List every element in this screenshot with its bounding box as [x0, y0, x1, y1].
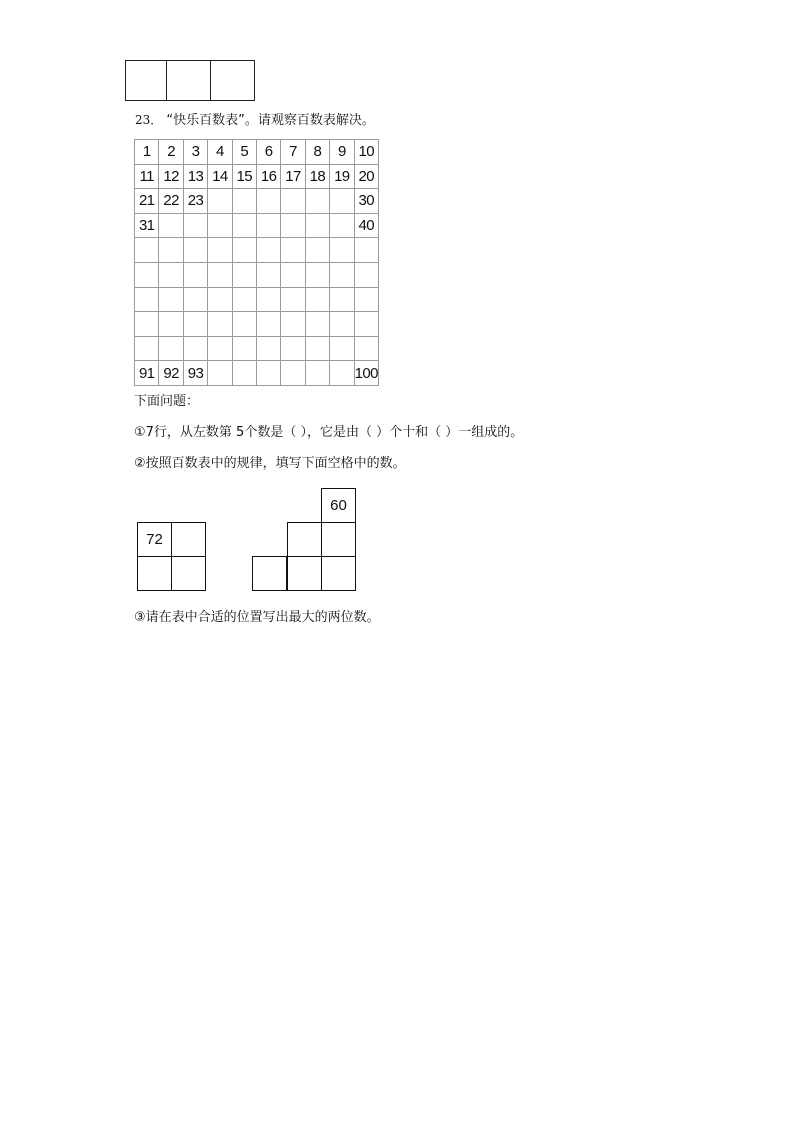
hundred-chart-cell[interactable] [330, 238, 354, 263]
answer-box-strip [125, 60, 255, 101]
hundred-chart-cell: 100 [354, 361, 378, 386]
hundred-chart-cell[interactable] [183, 262, 207, 287]
hundred-chart-cell[interactable] [281, 213, 305, 238]
question-title: “快乐百数表”。请观察百数表解决。 [166, 113, 375, 128]
question-number: 23． [135, 113, 163, 127]
hundred-chart-cell[interactable] [135, 336, 159, 361]
hundred-chart-cell[interactable] [256, 312, 280, 337]
hundred-chart-cell: 8 [305, 140, 329, 165]
hundred-chart-cell[interactable] [305, 213, 329, 238]
prompt-text: 下面问题： [134, 394, 200, 409]
hundred-chart-cell[interactable] [183, 238, 207, 263]
grid-cell-blank[interactable] [252, 556, 287, 591]
hundred-chart-cell[interactable] [256, 189, 280, 214]
hundred-chart-cell[interactable] [208, 287, 232, 312]
hundred-chart-cell[interactable] [354, 262, 378, 287]
grid-cell-blank[interactable] [321, 556, 356, 591]
hundred-chart-cell[interactable] [256, 262, 280, 287]
answer-box[interactable] [166, 60, 211, 101]
hundred-chart-cell: 6 [256, 140, 280, 165]
hundred-chart-cell[interactable] [330, 262, 354, 287]
hundred-chart-cell[interactable] [281, 287, 305, 312]
hundred-chart-cell[interactable] [354, 287, 378, 312]
hundred-chart-cell[interactable] [159, 312, 183, 337]
hundred-chart-row [135, 213, 379, 238]
hundred-chart-cell: 91 [135, 361, 159, 386]
hundred-chart-cell: 21 [135, 189, 159, 214]
hundred-chart-cell[interactable] [232, 336, 256, 361]
hundred-chart-cell[interactable] [135, 238, 159, 263]
hundred-chart-cell[interactable] [354, 312, 378, 337]
hundred-chart-cell[interactable] [232, 361, 256, 386]
hundred-chart-cell[interactable] [305, 189, 329, 214]
hundred-chart-cell: 14 [208, 164, 232, 189]
hundred-chart-row [135, 361, 379, 386]
sub-question-1: ①7行，从左数第 5个数是（ ），它是由（ ）个十和（ ）一组成的。 [134, 425, 524, 440]
hundred-chart-cell[interactable] [305, 361, 329, 386]
hundred-chart [134, 139, 379, 386]
hundred-chart-cell[interactable] [183, 287, 207, 312]
hundred-chart-cell[interactable] [305, 262, 329, 287]
hundred-chart-cell[interactable] [281, 238, 305, 263]
hundred-chart-cell[interactable] [305, 287, 329, 312]
hundred-chart-cell[interactable] [305, 312, 329, 337]
hundred-chart-cell[interactable] [256, 361, 280, 386]
grid-cell-blank[interactable] [171, 556, 206, 591]
hundred-chart-cell[interactable] [232, 312, 256, 337]
hundred-chart-cell[interactable] [281, 262, 305, 287]
hundred-chart-row [135, 336, 379, 361]
hundred-chart-cell[interactable] [135, 262, 159, 287]
hundred-chart-cell: 92 [159, 361, 183, 386]
hundred-chart-cell[interactable] [305, 238, 329, 263]
hundred-chart-cell: 22 [159, 189, 183, 214]
hundred-chart-cell[interactable] [232, 238, 256, 263]
hundred-chart-cell: 2 [159, 140, 183, 165]
hundred-chart-cell: 19 [330, 164, 354, 189]
grid-cell-blank[interactable] [321, 522, 356, 557]
hundred-chart-cell: 13 [183, 164, 207, 189]
hundred-chart-cell: 93 [183, 361, 207, 386]
hundred-chart-cell: 18 [305, 164, 329, 189]
hundred-chart-cell[interactable] [256, 336, 280, 361]
grid-cell-blank[interactable] [137, 556, 172, 591]
hundred-chart-cell: 15 [232, 164, 256, 189]
hundred-chart-cell[interactable] [232, 262, 256, 287]
hundred-chart-cell[interactable] [330, 287, 354, 312]
hundred-chart-cell[interactable] [159, 262, 183, 287]
hundred-chart-row [135, 189, 379, 214]
hundred-chart-cell: 9 [330, 140, 354, 165]
hundred-chart-cell[interactable] [232, 287, 256, 312]
hundred-chart-cell[interactable] [208, 189, 232, 214]
sub-question-3: ③请在表中合适的位置写出最大的两位数。 [134, 610, 380, 625]
hundred-chart-cell[interactable] [281, 336, 305, 361]
hundred-chart-cell: 4 [208, 140, 232, 165]
hundred-chart-cell[interactable] [208, 312, 232, 337]
grid-cell-given: 72 [137, 522, 172, 557]
hundred-chart-cell[interactable] [330, 189, 354, 214]
hundred-chart-cell[interactable] [354, 238, 378, 263]
answer-box[interactable] [125, 60, 167, 101]
hundred-chart-cell[interactable] [232, 189, 256, 214]
hundred-chart-row [135, 164, 379, 189]
hundred-chart-cell[interactable] [354, 336, 378, 361]
hundred-chart-cell: 23 [183, 189, 207, 214]
hundred-chart-cell: 7 [281, 140, 305, 165]
hundred-chart-cell[interactable] [330, 361, 354, 386]
hundred-chart-cell[interactable] [208, 238, 232, 263]
hundred-chart-cell[interactable] [208, 213, 232, 238]
hundred-chart-row [135, 287, 379, 312]
hundred-chart-cell[interactable] [208, 262, 232, 287]
hundred-chart-cell[interactable] [159, 238, 183, 263]
hundred-chart-cell: 40 [354, 213, 378, 238]
sub-question-2: ②按照百数表中的规律，填写下面空格中的数。 [134, 456, 406, 471]
hundred-chart-cell[interactable] [135, 287, 159, 312]
hundred-chart-cell[interactable] [330, 213, 354, 238]
hundred-chart-cell[interactable] [183, 213, 207, 238]
hundred-chart-cell[interactable] [256, 238, 280, 263]
hundred-chart-cell[interactable] [159, 287, 183, 312]
hundred-chart-cell: 31 [135, 213, 159, 238]
hundred-chart-row [135, 262, 379, 287]
hundred-chart-cell[interactable] [159, 336, 183, 361]
hundred-chart-cell: 20 [354, 164, 378, 189]
hundred-chart-cell: 3 [183, 140, 207, 165]
hundred-chart-row [135, 238, 379, 263]
hundred-chart-cell[interactable] [183, 336, 207, 361]
hundred-chart-cell: 17 [281, 164, 305, 189]
grid-cell-blank[interactable] [287, 556, 322, 591]
question-heading [135, 112, 375, 129]
hundred-chart-cell[interactable] [330, 336, 354, 361]
hundred-chart-row [135, 312, 379, 337]
hundred-chart-cell[interactable] [159, 213, 183, 238]
hundred-chart-cell: 1 [135, 140, 159, 165]
hundred-chart-cell[interactable] [183, 312, 207, 337]
hundred-chart-cell[interactable] [281, 361, 305, 386]
hundred-chart-cell[interactable] [330, 312, 354, 337]
hundred-chart-cell[interactable] [305, 336, 329, 361]
hundred-chart-cell[interactable] [208, 336, 232, 361]
answer-box[interactable] [210, 60, 255, 101]
hundred-chart-cell[interactable] [208, 361, 232, 386]
hundred-chart-cell[interactable] [281, 312, 305, 337]
grid-cell-given: 60 [321, 488, 356, 523]
hundred-chart-cell[interactable] [256, 213, 280, 238]
hundred-chart-row [135, 140, 379, 165]
hundred-chart-cell: 30 [354, 189, 378, 214]
hundred-chart-cell: 5 [232, 140, 256, 165]
grid-cell-blank[interactable] [287, 522, 322, 557]
hundred-chart-cell: 16 [256, 164, 280, 189]
hundred-chart-cell: 11 [135, 164, 159, 189]
hundred-chart-cell[interactable] [281, 189, 305, 214]
grid-cell-blank[interactable] [171, 522, 206, 557]
hundred-chart-cell[interactable] [135, 312, 159, 337]
hundred-chart-cell[interactable] [256, 287, 280, 312]
hundred-chart-cell: 12 [159, 164, 183, 189]
hundred-chart-cell[interactable] [232, 213, 256, 238]
hundred-chart-cell: 10 [354, 140, 378, 165]
